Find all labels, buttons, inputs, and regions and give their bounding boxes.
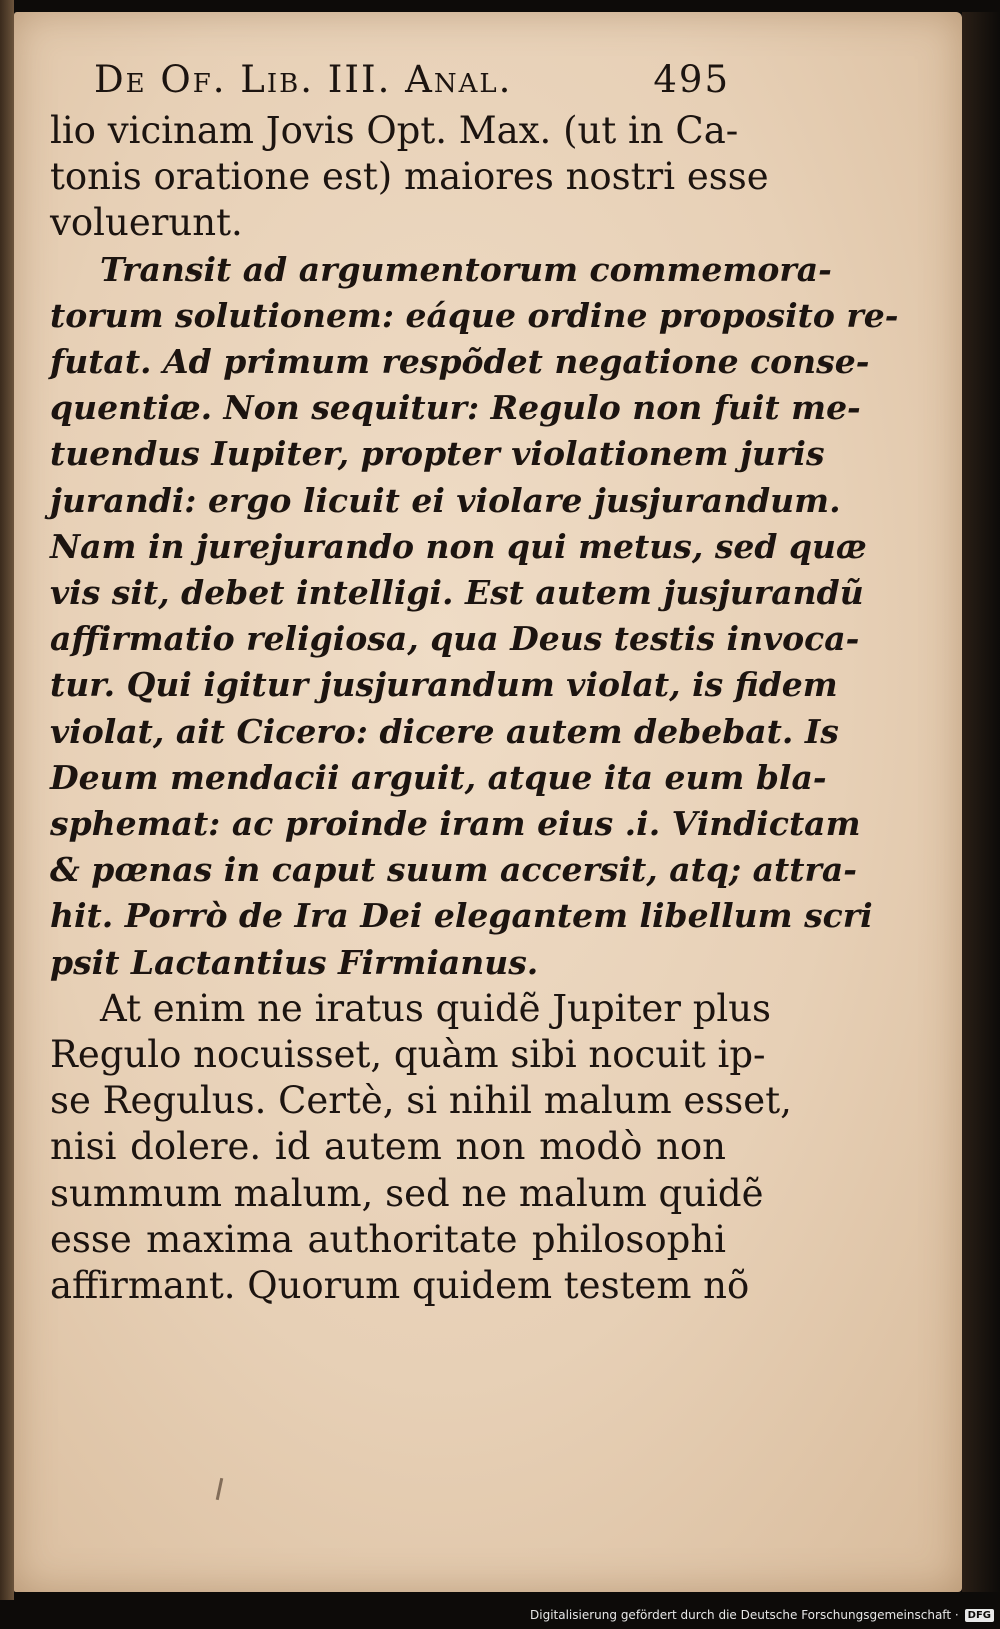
text-line: tonis oratione est) maiores nostri esse	[50, 155, 769, 199]
text-line: affirmatio religiosa, qua Deus testis invoca-	[50, 619, 860, 659]
text-line: se Regulus. Certè, si nihil malum esset,	[50, 1079, 792, 1123]
text-line: Regulo nocuisset, quàm sibi nocuit ip-	[50, 1033, 766, 1076]
running-head	[94, 58, 730, 102]
text-line: jurandi: ergo licuit ei violare jusjurandum.	[50, 480, 841, 520]
text-line: Nam in jurejurando non qui metus, sed quæ	[50, 526, 867, 566]
text-line: hit. Porrò de Ira Dei elegantem libellum scri	[50, 896, 873, 936]
footer-credit: Digitalisierung gefördert durch die Deutsche Forschungsgemeinschaft ·	[530, 1608, 959, 1622]
text-line: At enim ne iratus quidẽ Jupiter plus	[100, 986, 772, 1030]
text-line: Deum mendacii arguit, atque ita eum bla-	[50, 757, 827, 797]
text-line: futat. Ad primum respõdet negatione conse-	[50, 342, 870, 381]
page-gutter	[962, 12, 1000, 1592]
text-line: lio vicinam Jovis Opt. Max. (ut in Ca-	[50, 109, 739, 152]
text-line: quentiæ. Non sequitur: Regulo non fuit me-	[50, 388, 861, 428]
book-edge	[0, 0, 14, 1600]
text-line: tuendus Iupiter, propter violationem juris	[50, 434, 825, 474]
text-line: tur. Qui igitur jusjurandum violat, is fidem	[50, 665, 838, 705]
text-line: affirmant. Quorum quidem testem nõ	[50, 1264, 750, 1307]
footer-banner	[530, 1603, 994, 1627]
text-line: esse maxima authoritate philosophi	[50, 1217, 726, 1261]
text-line: psit Lactantius Firmianus.	[50, 942, 539, 982]
dfg-logo: DFG	[965, 1609, 994, 1622]
text-line: Transit ad argumentorum commemora-	[100, 249, 832, 289]
text-line: & pœnas in caput suum accersit, atq; attra-	[50, 850, 857, 890]
text-line: vis sit, debet intelligi. Est autem jusjurandũ	[50, 573, 864, 612]
page-number: 495	[653, 58, 730, 101]
text-line: nisi dolere. id autem non modò non	[50, 1125, 726, 1169]
running-head-title: De Of. Lib. III. Anal.	[94, 58, 513, 101]
text-line: summum malum, sed ne malum quidẽ	[50, 1171, 764, 1215]
text-line: violat, ait Cicero: dicere autem debebat. Is	[50, 711, 839, 751]
text-line: sphemat: ac proinde iram eius .i. Vindictam	[50, 804, 861, 843]
text-line: voluerunt.	[50, 201, 243, 245]
text-line: torum solutionem: eáque ordine proposito re-	[50, 295, 899, 335]
